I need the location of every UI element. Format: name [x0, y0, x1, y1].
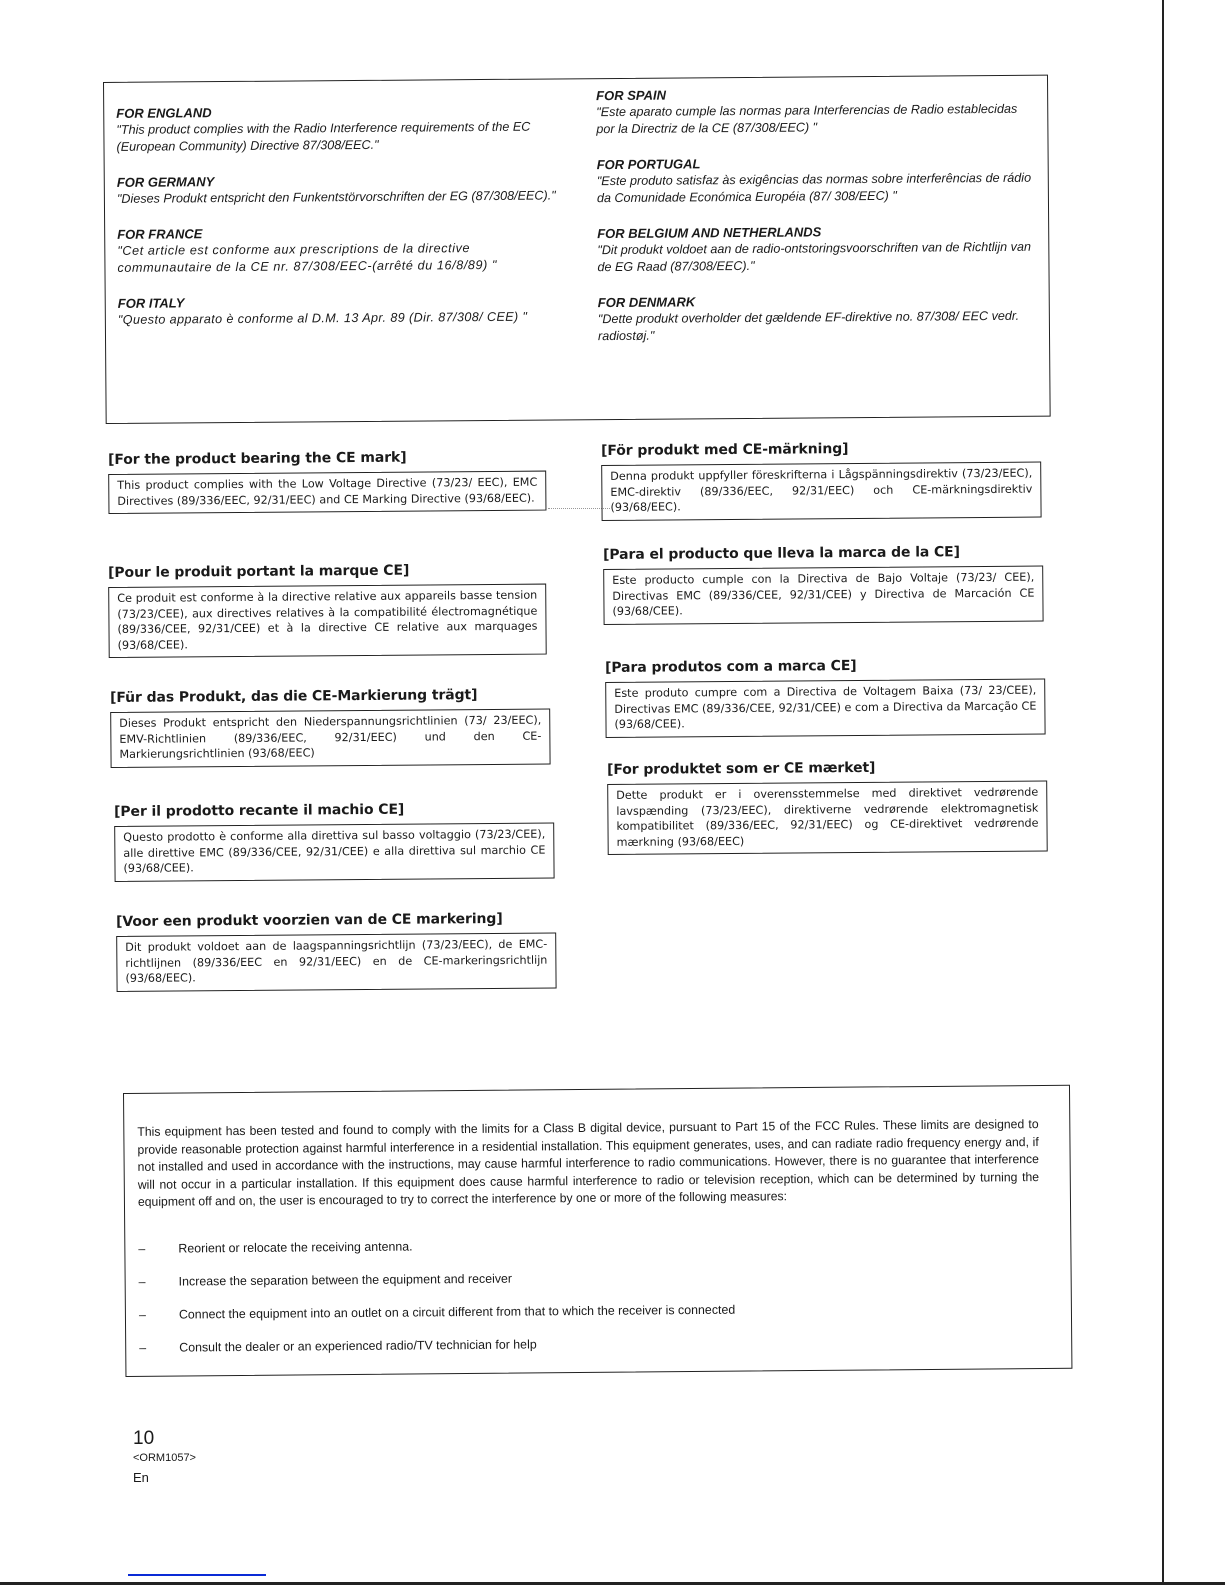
document-code: <ORM1057> — [133, 1452, 196, 1464]
notice-denmark — [598, 291, 1038, 345]
ce-heading: [Pour le produit portant la marque CE] — [108, 562, 410, 581]
ce-heading: [Para el producto que lleva la marca de la CE] — [603, 544, 960, 563]
notice-portugal — [597, 153, 1037, 207]
ce-section-dutch — [116, 911, 557, 992]
ce-body: This product complies with the Low Voltage Directive (73/23/ EEC), EMC Directives (89/336/EEC, 92/31/EEC) and CE Marking Directive (93/68/EEC). — [108, 471, 546, 514]
notice-title: FOR GERMANY — [116, 174, 215, 190]
ce-section-danish — [607, 759, 1048, 855]
fcc-paragraph: This equipment has been tested and found to comply with the limits for a Class B digital device, pursuant to Part 15 of the FCC Rules. These limits are designed to provide reasonable protection against harmful interference in a residential installation. This equipment generates, uses, and can radiate radio frequency energy and, if not installed and used in accordance with the instructions, may cause harmful interference to radio communications. However, there is no guarantee that interference will not occur in a particular installation. If this equipment does cause harmful interference to radio or television reception, which can be determined by turning the equipment off and on, the user is encouraged to try to correct the interference by one or more of the following measures: — [137, 1117, 1040, 1210]
notice-text: "Dieses Produkt entspricht den Funkentstörvorschriften der EG (87/308/EEC)." — [116, 188, 556, 206]
ce-heading: [Para produtos com a marca CE] — [605, 658, 857, 676]
notice-text: "Dette produkt overholder det gældende EF-direktive no. 87/308/ EEC vedr. radiostøj." — [597, 308, 1020, 344]
ce-section-swedish — [601, 440, 1042, 521]
radio-interference-left-column — [116, 101, 558, 346]
page-margin-rule — [1162, 0, 1164, 1585]
notice-text: "Dit produkt voldoet aan de radio-ontstoringsvoorschriften van de Richtlijn van de EG Raad (87/308/EEC)." — [597, 239, 1031, 275]
ce-heading: [För produkt med CE-märkning] — [601, 441, 849, 459]
notice-title: FOR SPAIN — [596, 87, 667, 104]
ce-section-italian — [114, 801, 555, 882]
ce-section-portuguese — [605, 657, 1046, 738]
ce-body: Dette produkt er i overensstemmelse med direktivet vedrørende lavspænding (73/23/EEC), direktiverne vedrørende elektromagnetisk kompatibilitet (89/336/EEC, 92/31/EEC) og CE-direktivet vedrørende mærkning (93/68/EEC) — [607, 781, 1048, 855]
fcc-measures-list — [138, 1234, 1039, 1374]
notice-text: "Este aparato cumple las normas para Interferencias de Radio establecidas por la Directriz de la CE (87/308/EEC) " — [596, 101, 1018, 137]
dash-bullet: – — [139, 1340, 147, 1355]
ce-body: Dit produkt voldoet aan de laagspanningsrichtlijn (73/23/EEC), de EMC-richtlijnen (89/336/EEC en 92/31/EEC) en de CE-markeringsrichtlijn (93/68/EEC). — [116, 933, 556, 992]
ce-body: Questo prodotto è conforme alla direttiva sul basso voltaggio (73/23/CEE), alle direttive EMC (89/336/CEE, 92/31/CEE) e alla direttiva sul marchio CE (93/68/CEE). — [114, 823, 554, 882]
ce-section-german — [110, 687, 551, 768]
ce-heading: [For the product bearing the CE mark] — [108, 449, 407, 468]
ce-body: Este produto cumpre com a Directiva de Voltagem Baixa (73/ 23/CEE), Directivas EMC (89/336/CEE, 92/31/CEE) e com a Directiva da Marcação CE (93/68/CEE). — [605, 679, 1045, 738]
fcc-measure-text: Consult the dealer or an experienced radio/TV technician for help — [179, 1337, 537, 1355]
ce-heading: [For produktet som er CE mærket] — [607, 759, 876, 778]
ce-heading: [Per il prodotto recante il machio CE] — [114, 801, 405, 820]
language-label: En — [133, 1470, 149, 1485]
ce-heading: [Für das Produkt, das die CE-Markierung trägt] — [110, 687, 478, 706]
blue-underline-mark — [128, 1574, 266, 1576]
page-number: 10 — [133, 1428, 155, 1449]
ce-section-french — [108, 562, 547, 658]
fcc-measure-item — [139, 1333, 1039, 1374]
ce-section-spanish — [603, 544, 1044, 625]
fcc-measure-text: Connect the equipment into an outlet on a circuit different from that to which the receiver is connected — [178, 1302, 736, 1322]
notice-text: "Cet article est conforme aux prescriptions de la directive communautaire de la CE nr. 87/308/EEC-(arrêté du 16/8/89) " — [117, 241, 498, 275]
notice-france — [117, 222, 557, 276]
notice-title: FOR PORTUGAL — [596, 156, 701, 173]
notice-text: "Questo apparato è conforme al D.M. 13 Apr. 89 (Dir. 87/308/ CEE) " — [117, 309, 528, 327]
ce-body: Dieses Produkt entspricht den Niederspannungsrichtlinien (73/ 23/EEC), EMV-Richtlinien (89/336/EEC, 92/31/EEC) und den CE-Markierungsrichtlinien (93/68/EEC) — [110, 709, 550, 768]
ce-heading: [Voor een produkt voorzien van de CE markering] — [116, 910, 503, 930]
notice-england — [116, 101, 556, 155]
ce-body: Ce produit est conforme à la directive relative aux appareils basse tension (73/23/CEE), aux directives relatives à la compatibilité électromagnétique (89/336/CEE, 92/31/CEE) et à la directive CE relative aux marquages (93/68/CEE). — [108, 584, 547, 658]
fcc-measure-text: Increase the separation between the equipment and receiver — [178, 1271, 513, 1289]
notice-text: "This product complies with the Radio Interference requirements of the EC (European Community) Directive 87/308/EEC." — [116, 119, 531, 154]
radio-interference-panel — [103, 75, 1051, 424]
ce-body: Este producto cumple con la Directiva de Bajo Voltaje (73/23/ CEE), Directivas EMC (89/336/CEE, 92/31/CEE) y Directiva de Marcación CE (93/68/CEE). — [603, 566, 1043, 625]
notice-belgium-netherlands — [597, 222, 1037, 276]
notice-title: FOR BELGIUM AND NETHERLANDS — [597, 224, 822, 242]
notice-germany — [117, 170, 557, 207]
ce-section-english — [108, 449, 546, 514]
notice-italy — [118, 291, 558, 328]
dash-bullet: – — [138, 1241, 146, 1256]
fcc-notice-box — [123, 1085, 1072, 1377]
ce-body: Denna produkt uppfyller föreskrifterna i Lågspänningsdirektiv (73/23/EEC), EMC-direktiv (89/336/EEC, 92/31/EEC) och CE-märkningsdirektiv (93/68/EEC). — [601, 462, 1041, 521]
dash-bullet: – — [138, 1274, 146, 1289]
notice-title: FOR ITALY — [117, 295, 185, 311]
notice-title: FOR DENMARK — [597, 294, 696, 311]
radio-interference-right-column — [596, 84, 1038, 363]
notice-spain — [596, 84, 1036, 138]
dash-bullet: – — [138, 1307, 146, 1322]
notice-text: "Este produto satisfaz às exigências das normas sobre interferências de rádio da Comunidade Económica Européia (87/ 308/EEC) " — [596, 170, 1032, 206]
notice-title: FOR FRANCE — [117, 226, 203, 242]
notice-title: FOR ENGLAND — [116, 105, 212, 121]
fcc-measure-text: Reorient or relocate the receiving antenna. — [178, 1239, 413, 1256]
